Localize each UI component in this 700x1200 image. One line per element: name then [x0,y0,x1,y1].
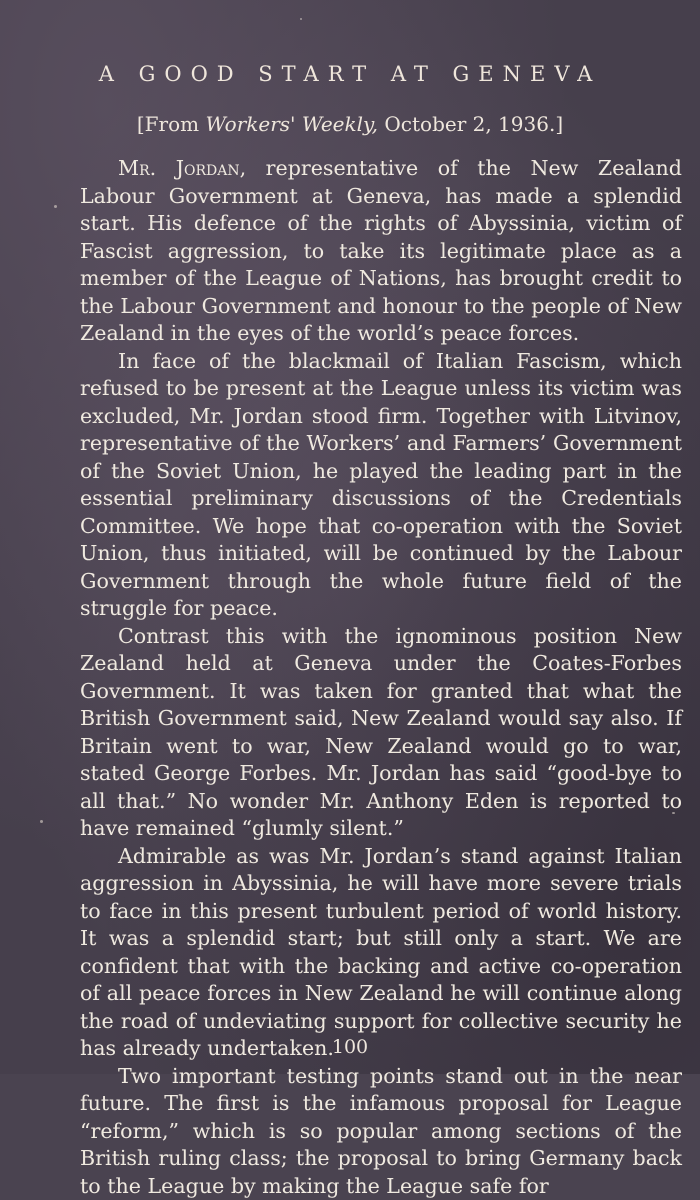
paragraph-4: Admirable as was Mr. Jordan’s stand against Italian aggression in Abyssinia, he will have more severe trials to face in this present turbulent period of world history. It was a splendid start; but still only a start. We are confident that with the backing and active co-operation of all peace forces in New Zealand he will continue along the road of undeviating support for collective security he has already undertaken. [80,843,682,1063]
paragraph-1-text: representative of the New Zealand Labour Government at Geneva, has made a splendid start. His defence of the rights of Abyssinia, victim of Fascist aggression, to take its legitimate place as a member of the League of Nations, has brought credit to the Labour Government and honour to the people of New Zealand in the eyes of the world’s peace forces. [80,156,682,345]
page-number: 100 [0,1036,700,1058]
paper-speck [300,18,302,20]
source-suffix: October 2, 1936.] [378,112,563,136]
paper-speck [40,820,43,823]
paragraph-5: Two important testing points stand out in the near future. The first is the infamous proposal for League “reform,” which is so popular among sections of the British ruling class; the proposal to bring Germany back to the League by making the League safe for [80,1063,682,1200]
paragraph-3: Contrast this with the ignominous position New Zealand held at Geneva under the Coates-Forbes Government. It was taken for granted that what the British Government said, New Zealand would say also. If Britain went to war, New Zealand would go to war, stated George Forbes. Mr. Jordan has said “good-bye to all that.” No wonder Mr. Anthony Eden is reported to have remained “glumly silent.” [80,623,682,843]
paper-speck [54,205,57,208]
paragraph-2: In face of the blackmail of Italian Fascism, which refused to be present at the League unless its victim was excluded, Mr. Jordan stood firm. Together with Litvinov, representative of the Workers’ and Farmers’ Government of the Soviet Union, he played the leading part in the essential preliminary discussions of the Credentials Committee. We hope that co-operation with the Soviet Union, thus initiated, will be continued by the Labour Government through the whole future field of the struggle for peace. [80,348,682,623]
article-source [0,112,700,136]
source-publication: Workers' Weekly, [205,112,378,136]
paragraph-1 [80,155,682,348]
article-heading: A GOOD START AT GENEVA [0,62,700,86]
source-prefix: [From [137,112,206,136]
paragraph-1-lead: Mr. Jordan, [118,156,246,180]
